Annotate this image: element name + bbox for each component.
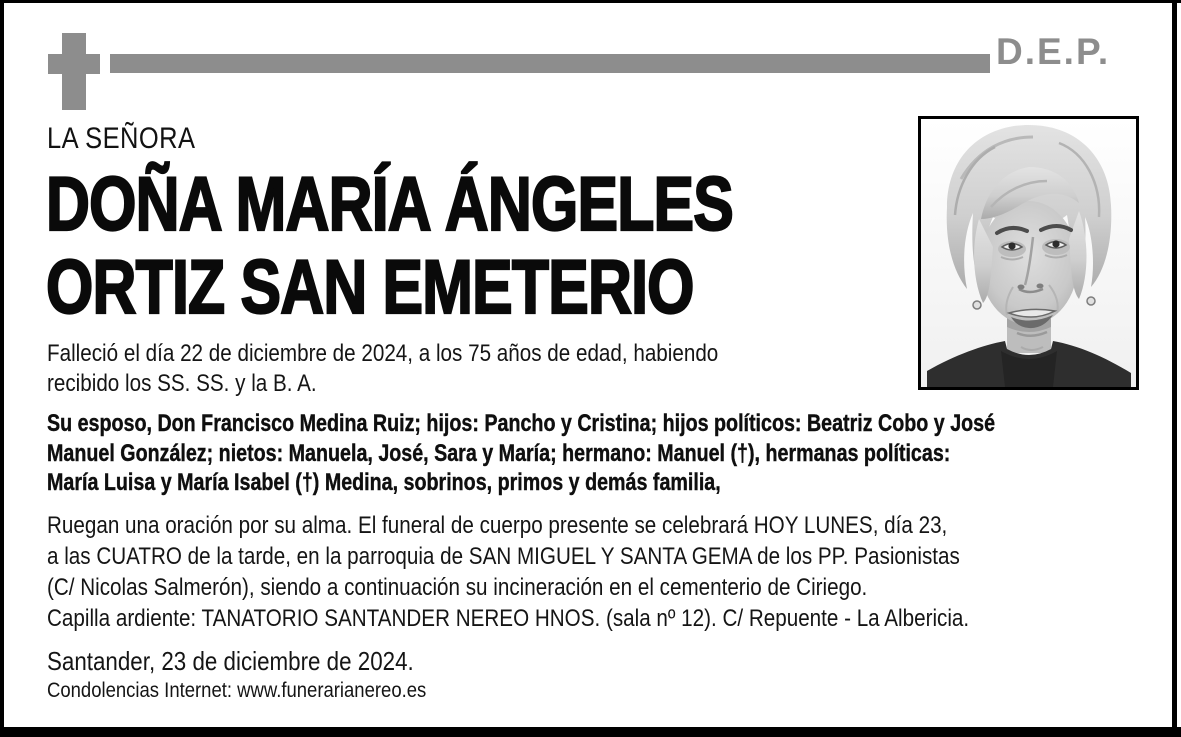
death-notice-line: Falleció el día 22 de diciembre de 2024, a los 75 años de edad, habiendo xyxy=(47,340,719,367)
portrait-illustration xyxy=(921,119,1136,387)
honorific: LA SEÑORA xyxy=(47,122,196,155)
deceased-name xyxy=(46,163,733,329)
dep-label: D.E.P. xyxy=(996,31,1111,72)
service-notice xyxy=(47,510,969,634)
service-notice-line: (C/ Nicolas Salmerón), siendo a continuación su incineración en el cementerio de Ciriego. xyxy=(47,574,868,601)
deceased-name-line-2: ORTIZ SAN EMETERIO xyxy=(46,245,694,330)
family-notice xyxy=(47,409,995,498)
frame-border-bottom xyxy=(0,727,1181,737)
death-notice xyxy=(47,339,718,398)
header-rule xyxy=(110,54,990,73)
service-notice-line: Ruegan una oración por su alma. El funeral de cuerpo presente se celebrará HOY LUNES, día 23, xyxy=(47,512,948,539)
family-notice-line: María Luisa y María Isabel (†) Medina, sobrinos, primos y demás familia, xyxy=(47,469,721,496)
city-date: Santander, 23 de diciembre de 2024. xyxy=(47,646,414,676)
deceased-photo xyxy=(918,116,1139,390)
frame-border-right xyxy=(1172,0,1177,737)
death-notice-line: recibido los SS. SS. y la B. A. xyxy=(47,369,317,397)
service-notice-line: a las CUATRO de la tarde, en la parroquia de SAN MIGUEL Y SANTA GEMA de los PP. Pasionistas xyxy=(47,543,960,570)
frame-border-top xyxy=(0,0,1181,3)
family-notice-line: Manuel González; nietos: Manuela, José, Sara y María; hermano: Manuel (†), hermanas políticas: xyxy=(47,439,951,467)
service-notice-line: Capilla ardiente: TANATORIO SANTANDER NEREO HNOS. (sala nº 12). C/ Repuente - La Albericia. xyxy=(47,605,970,632)
family-notice-line: Su esposo, Don Francisco Medina Ruiz; hijos: Pancho y Cristina; hijos políticos: Beatriz Cobo y José xyxy=(47,410,996,437)
deceased-name-line-1: DOÑA MARÍA ÁNGELES xyxy=(46,162,734,247)
condolences-url: Condolencias Internet: www.funerarianereo.es xyxy=(47,678,427,702)
latin-cross-icon xyxy=(48,33,100,110)
frame-border-left xyxy=(0,0,4,737)
